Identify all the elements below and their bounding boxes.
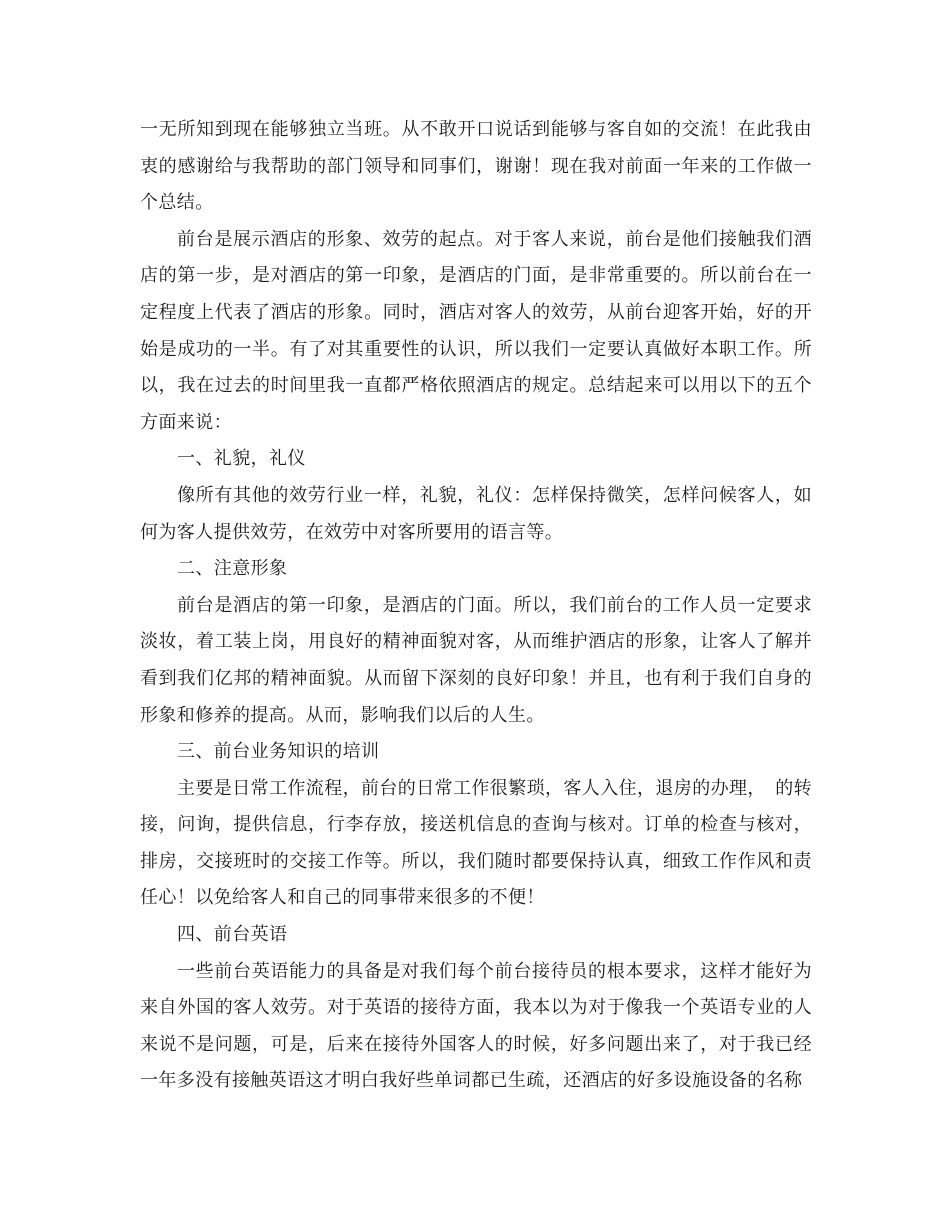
document-page: [140, 112, 812, 1100]
section-heading-1: 一、礼貌，礼仪: [177, 448, 306, 470]
section-heading-2: 二、注意形象: [177, 558, 288, 580]
body-paragraph-6: 一些前台英语能力的具备是对我们每个前台接待员的根本要求，这样才能好为来自外国的客人效劳。对于英语的接待方面，我本以为对于像我一个英语专业的人来说不是问题，可是，后来在接待外国客人的时候，好多问题出来了，对于我已经一年多没有接触英语这才明白我好些单词都已生疏，还酒店的好多设施设备的名称: [140, 960, 812, 1092]
body-paragraph-4: 前台是酒店的第一印象，是酒店的门面。所以，我们前台的工作人员一定要求淡妆，着工装上岗，用良好的精神面貌对客，从而维护酒店的形象，让客人了解并看到我们亿邦的精神面貌。从而留下深刻的良好印象！并且，也有利于我们自身的形象和修养的提高。从而，影响我们以后的人生。: [140, 594, 812, 726]
section-heading-4: 四、前台英语: [177, 924, 288, 946]
body-paragraph-1: 一无所知到现在能够独立当班。从不敢开口说话到能够与客自如的交流！在此我由衷的感谢给与我帮助的部门领导和同事们，谢谢！现在我对前面一年来的工作做一个总结。: [140, 119, 812, 214]
section-heading-3: 三、前台业务知识的培训: [177, 741, 380, 763]
body-paragraph-2: 前台是展示酒店的形象、效劳的起点。对于客人来说，前台是他们接触我们酒店的第一步，是对酒店的第一印象，是酒店的门面，是非常重要的。所以前台在一定程度上代表了酒店的形象。同时，酒店对客人的效劳，从前台迎客开始，好的开始是成功的一半。有了对其重要性的认识，所以我们一定要认真做好本职工作。所以，我在过去的时间里我一直都严格依照酒店的规定。总结起来可以用以下的五个方面来说：: [140, 228, 812, 433]
body-paragraph-5: 主要是日常工作流程，前台的日常工作很繁琐，客人入住，退房的办理， 的转接，问询，提供信息，行李存放，接送机信息的查询与核对。订单的检查与核对，排房，交接班时的交接工作等。所以，我们随时都要保持认真，细致工作作风和责任心！以免给客人和自己的同事带来很多的不便！: [140, 777, 812, 909]
body-paragraph-3: 像所有其他的效劳行业一样，礼貌，礼仪：怎样保持微笑，怎样问候客人，如何为客人提供效劳，在效劳中对客所要用的语言等。: [140, 484, 812, 543]
